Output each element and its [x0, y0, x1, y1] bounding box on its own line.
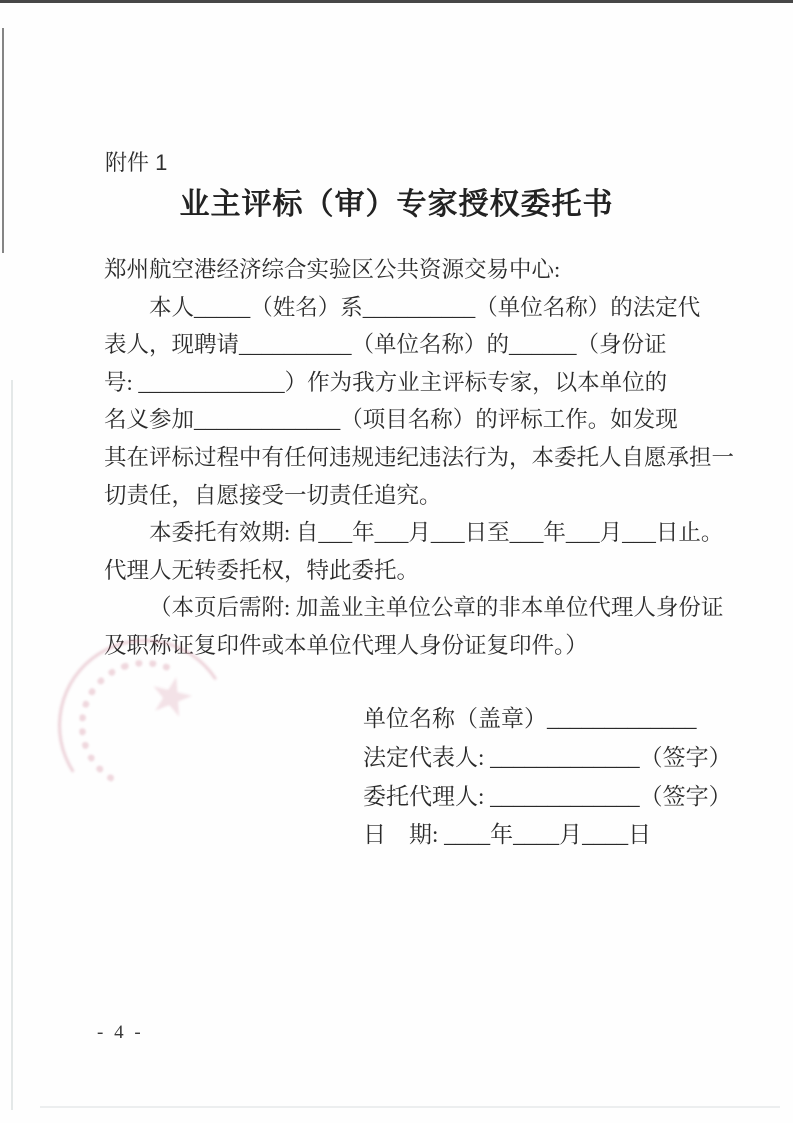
body-line-applicant: 本人_____（姓名）系__________（单位名称）的法定代 — [149, 294, 701, 320]
page-number: - 4 - — [97, 1022, 144, 1043]
unit-name-seal-line: 单位名称（盖章）_____________ — [363, 706, 697, 731]
body-line-2: 表人，现聘请__________（单位名称）的______（身份证 — [104, 332, 667, 358]
scan-edge-top — [0, 0, 793, 3]
date-line: 日 期: ____年____月____日 — [363, 822, 652, 848]
document-body — [104, 251, 735, 665]
salutation-line: 郑州航空港经济综合实验区公共资源交易中心: — [104, 257, 561, 282]
signature-block — [363, 700, 732, 855]
body-line-8: 代理人无转委托权，特此委托。 — [104, 557, 420, 583]
attachment-label: 附件 1 — [105, 150, 168, 175]
note-line-1: （本页后需附: 加盖业主单位公章的非本单位代理人身份证 — [149, 595, 724, 621]
star-icon: ★ — [141, 662, 202, 732]
validity-period-line: 本委托有效期: 自___年___月___日至___年___月___日止。 — [149, 520, 724, 546]
legal-rep-sign-line: 法定代表人: _____________（签字） — [363, 744, 732, 770]
body-line-3: 号: _____________）作为我方业主评标专家，以本单位的 — [104, 369, 668, 395]
stamp-text-arc — [62, 643, 227, 808]
document-title: 业主评标（审）专家授权委托书 — [179, 188, 614, 221]
body-line-6: 切责任，自愿接受一切责任追究。 — [104, 482, 442, 508]
body-line-5: 其在评标过程中有任何违规违纪违法行为，本委托人自愿承担一 — [104, 444, 735, 470]
agent-sign-line: 委托代理人: _____________（签字） — [363, 783, 732, 809]
note-line-2: 及职称证复印件或本单位代理人身份证复印件。） — [104, 632, 588, 658]
scan-edge-left-faint — [11, 380, 13, 1110]
scan-edge-bottom — [40, 1106, 780, 1108]
body-line-4: 名义参加_____________（项目名称）的评标工作。如发现 — [104, 407, 678, 433]
